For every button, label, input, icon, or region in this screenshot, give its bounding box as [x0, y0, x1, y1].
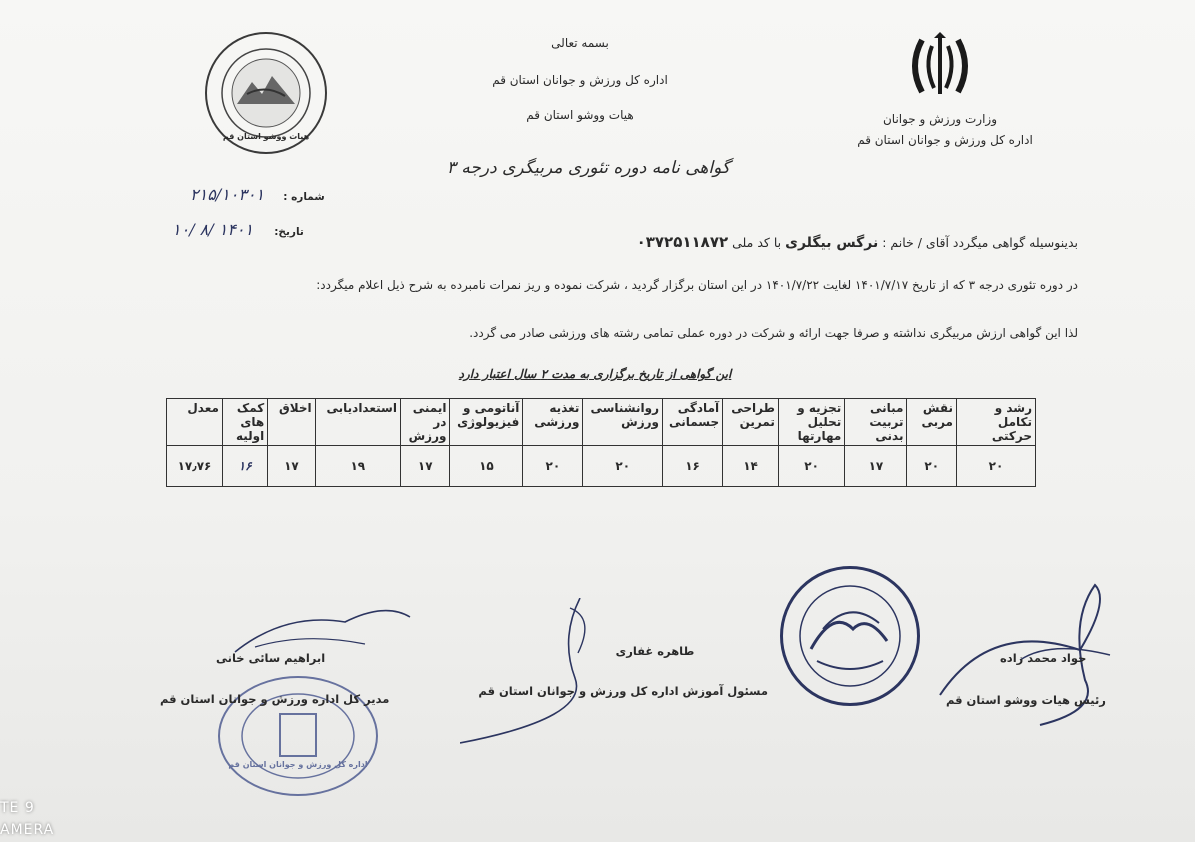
board-line: هیات ووشو استان قم: [526, 108, 634, 122]
score-cell: ۲۰: [778, 446, 844, 487]
middle-signature-ink: [460, 598, 630, 758]
subject-header: رشد و تکامل حرکتی: [956, 399, 1035, 446]
right-signer-title: رئیس هیات ووشو استان قم: [946, 693, 1106, 707]
iran-emblem-icon: [900, 30, 980, 102]
subject-header: نقش مربی: [907, 399, 957, 446]
number-label: شماره :: [283, 191, 325, 203]
recipient-prefix: بدینوسیله گواهی میگردد آقای / خانم :: [882, 235, 1078, 250]
course-line: در دوره تئوری درجه ۳ که از تاریخ ۱۴۰۱/۷/۱۷ لغایت ۱۴۰۱/۷/۲۲ در این استان برگزار گردید ، شرکت نموده و ریز نمرات نامبرده به شرح ذیل اعلام میگردد:: [316, 278, 1078, 292]
score-cell: ۱۴: [723, 446, 779, 487]
score-cell: ۱۷: [400, 446, 450, 487]
date-value: ۱۴۰۱ /۸ /۱۰: [172, 220, 254, 239]
subject-header: تغذیه ورزشی: [523, 399, 583, 446]
certificate-title: گواهی نامه دوره تئوری مربیگری درجه ۳: [446, 158, 730, 178]
score-cell: ۱۶: [663, 446, 723, 487]
subject-header: استعدادیابی: [315, 399, 400, 446]
subject-header: ایمنی در ورزش: [400, 399, 450, 446]
national-id-label: با کد ملی: [732, 235, 782, 250]
subject-header: آناتومی و فیزیولوژی: [450, 399, 523, 446]
score-cell: ۱۷: [268, 446, 315, 487]
grades-table: [166, 398, 1036, 487]
middle-signer-name: طاهره غفاری: [615, 644, 695, 658]
score-cell: ۱۵: [450, 446, 523, 487]
wushu-round-seal: [780, 566, 920, 706]
score-cell: ۲۰: [583, 446, 663, 487]
camera-watermark-line2: AMERA: [0, 822, 55, 838]
subject-header: کمک های اولیه: [222, 399, 267, 446]
number-value: ۲۱۵/۱۰۳۰۱: [190, 185, 265, 204]
subject-header: اخلاق: [268, 399, 315, 446]
number-row: [190, 185, 325, 204]
score-cell: ۱۷: [845, 446, 907, 487]
validity-note: این گواهی از تاریخ برگزاری به مدت ۲ سال اعتبار دارد: [458, 367, 732, 381]
grades-header-row: [167, 399, 1036, 446]
basmala: بسمه تعالی: [551, 36, 609, 50]
subject-header: آمادگی جسمانی: [663, 399, 723, 446]
department-seal-caption: اداره کل ورزش و جوانان استان قم: [228, 760, 368, 769]
recipient-line: [540, 233, 1078, 251]
recipient-name: نرگس بیگلری: [785, 235, 879, 251]
score-cell: ۲۰: [523, 446, 583, 487]
date-label: تاریخ:: [274, 226, 304, 238]
score-cell: ۱۹: [315, 446, 400, 487]
left-signer-name: ابراهیم سائی خانی: [216, 651, 326, 665]
org-line: اداره کل ورزش و جوانان استان قم: [492, 73, 668, 87]
grades-score-row: [167, 446, 1036, 487]
seal-caption: هیات ووشو استان قم: [222, 132, 310, 141]
subject-header: طراحی تمرین: [723, 399, 779, 446]
subject-header: روانشناسی ورزش: [583, 399, 663, 446]
national-id: ۰۳۷۲۵۱۱۸۷۲: [636, 233, 729, 251]
camera-watermark-line1: TE 9: [0, 800, 35, 816]
iran-emblem: [900, 30, 980, 100]
score-cell: ۱۷٫۷۶: [167, 446, 223, 487]
score-cell: ۲۰: [956, 446, 1035, 487]
notice-line: لذا این گواهی ارزش مربیگری نداشته و صرفا جهت ارائه و شرکت در دوره عملی تمامی رشته های ورزشی صادر می گردد.: [469, 326, 1078, 340]
wushu-seal-icon: [783, 569, 917, 703]
subject-header: معدل: [167, 399, 223, 446]
subject-header: تجزیه و تحلیل مهارتها: [778, 399, 844, 446]
wushu-board-seal: [205, 32, 327, 154]
score-cell: ۱۶: [222, 446, 267, 487]
middle-signer-title: مسئول آموزش اداره کل ورزش و جوانان استان قم: [478, 684, 768, 698]
ministry-name: وزارت ورزش و جوانان: [882, 112, 998, 126]
date-row: [172, 220, 304, 239]
right-signer-name: جواد محمد زاده: [1000, 651, 1087, 665]
subject-header: مبانی تربیت بدنی: [845, 399, 907, 446]
department-name: اداره کل ورزش و جوانان استان قم: [857, 133, 1033, 147]
left-signer-title: مدیر کل اداره ورزش و جوانان استان قم: [160, 692, 390, 706]
score-cell: ۲۰: [907, 446, 957, 487]
